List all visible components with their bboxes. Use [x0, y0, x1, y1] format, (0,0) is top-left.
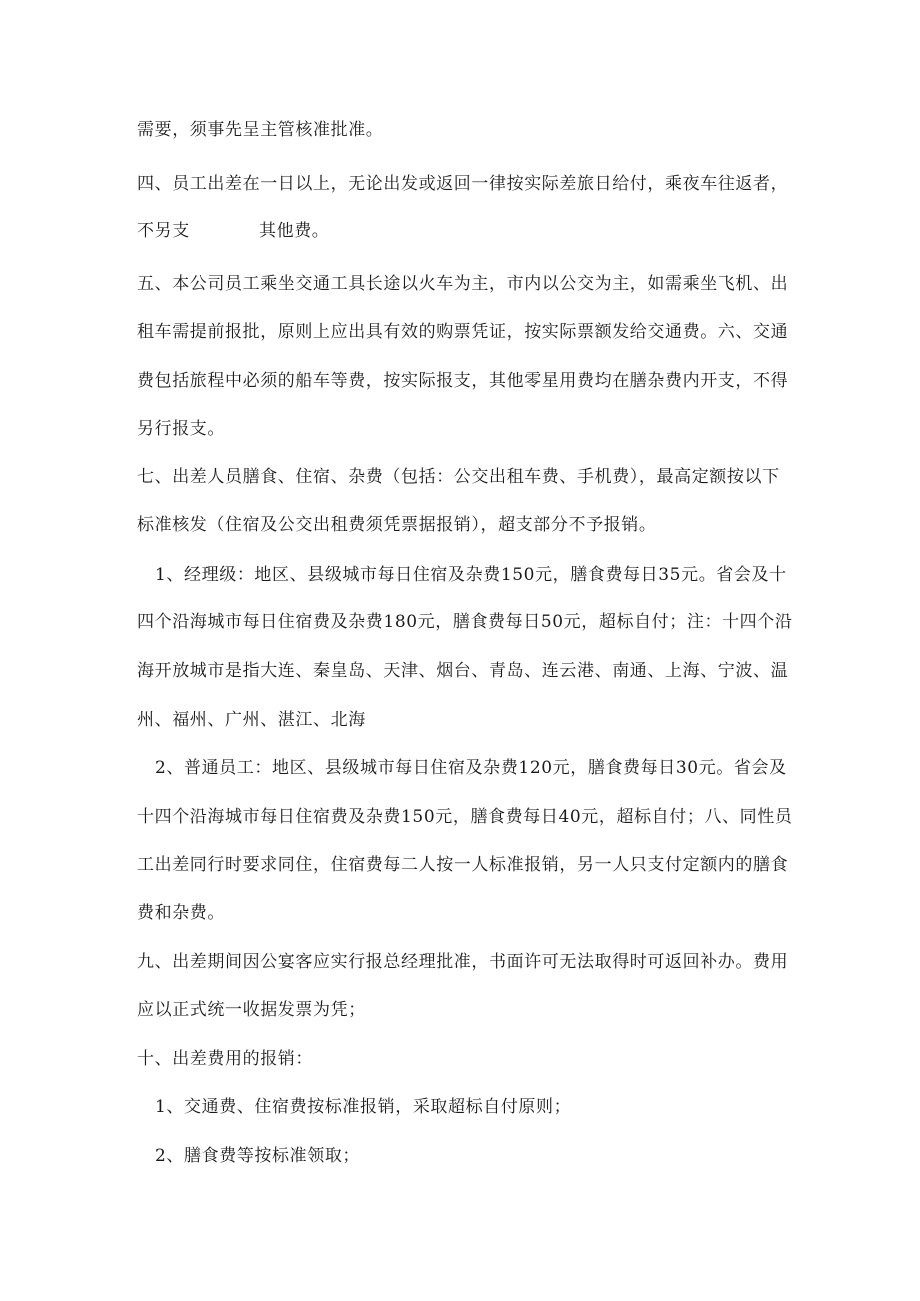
line-text: 租车需提前报批，原则上应出具有效的购票凭证，按实际票额发给交通费。六、交通 — [137, 322, 789, 342]
line-text: 另行报支。 — [137, 419, 225, 439]
line-text: 1、经理级：地区、县级城市每日住宿及杂费150元，膳食费每日35元。省会及十 — [155, 565, 787, 585]
text-line — [0, 653, 920, 689]
text-line — [0, 166, 920, 202]
text-line — [0, 411, 920, 447]
text-line — [0, 363, 920, 399]
line-text: 2、膳食费等按标准领取； — [155, 1146, 361, 1166]
text-line — [0, 1138, 920, 1174]
line-text: 工出差同行时要求同住，住宿费每二人按一人标准报销，另一人只支付定额内的膳食 — [137, 855, 789, 875]
line-text: 四个沿海城市每日住宿费及杂费180元，膳食费每日50元，超标自付；注：十四个沿 — [137, 612, 793, 632]
line-text: 1、交通费、住宿费按标准报销，采取超标自付原则； — [155, 1097, 572, 1117]
text-line — [0, 702, 920, 738]
line-text: 五、本公司员工乘坐交通工具长途以火车为主，市内以公交为主，如需乘坐飞机、出 — [137, 274, 789, 294]
line-text: 州、福州、广州、湛江、北海 — [137, 710, 366, 730]
text-line — [0, 213, 920, 249]
line-text: 海开放城市是指大连、秦皇岛、天津、烟台、青岛、连云港、南通、上海、宁波、温 — [137, 661, 789, 681]
text-line — [0, 1041, 920, 1077]
text-line — [0, 507, 920, 543]
line-text: 标准核发（住宿及公交出租费须凭票据报销），超支部分不予报销。 — [137, 515, 657, 535]
line-text: 其他费。 — [259, 221, 330, 241]
line-text: 费包括旅程中必须的船车等费，按实际报支，其他零星用费均在膳杂费内开支，不得 — [137, 371, 789, 391]
text-line — [0, 992, 920, 1028]
text-line — [0, 750, 920, 786]
text-line — [0, 557, 920, 593]
text-line — [0, 944, 920, 980]
line-text: 费和杂费。 — [137, 903, 225, 923]
line-text: 2、普通员工：地区、县级城市每日住宿及杂费120元，膳食费每日30元。省会及 — [155, 758, 787, 778]
text-line — [0, 1089, 920, 1125]
line-text: 十四个沿海城市每日住宿费及杂费150元，膳食费每日40元，超标自付；八、同性员 — [137, 807, 793, 827]
line-text: 七、出差人员膳食、住宿、杂费（包括：公交出租车费、手机费），最高定额按以下 — [137, 467, 780, 487]
line-text: 不另支 — [137, 221, 190, 241]
text-line — [0, 314, 920, 350]
text-line — [0, 847, 920, 883]
text-line — [0, 266, 920, 302]
line-text: 四、员工出差在一日以上，无论出发或返回一律按实际差旅日给付，乘夜车往返者， — [137, 174, 789, 194]
line-text: 九、出差期间因公宴客应实行报总经理批准，书面许可无法取得时可返回补办。费用 — [137, 952, 789, 972]
text-line — [0, 604, 920, 640]
text-line — [0, 895, 920, 931]
text-line — [0, 112, 920, 148]
line-text: 十、出差费用的报销： — [137, 1049, 313, 1069]
line-text: 应以正式统一收据发票为凭； — [137, 1000, 366, 1020]
text-line — [0, 799, 920, 835]
text-line — [0, 459, 920, 495]
line-text: 需要，须事先呈主管核准批准。 — [137, 120, 384, 140]
